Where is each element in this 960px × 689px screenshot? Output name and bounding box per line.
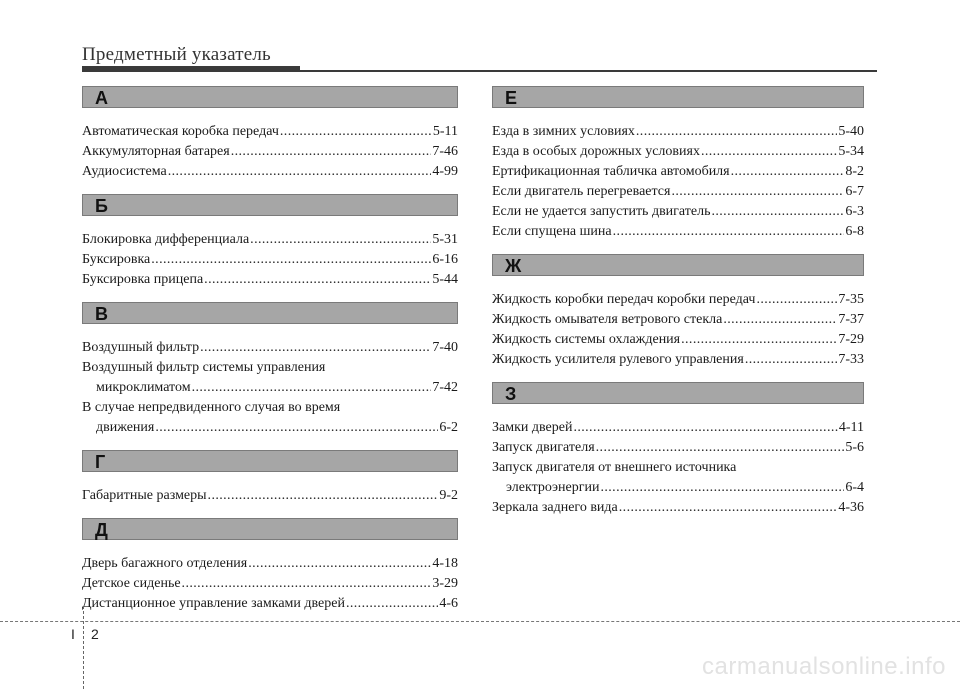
letter-header [492, 254, 864, 276]
dot-leader [701, 142, 837, 162]
entry-text: Жидкость коробки передач коробки передач [492, 292, 756, 307]
entry-page-ref: 7-33 [838, 352, 864, 367]
section-gap [492, 242, 864, 254]
dot-leader [204, 270, 431, 290]
dot-leader [573, 418, 837, 438]
entry-text: Жидкость системы охлаждения [492, 332, 681, 347]
index-entry [492, 438, 864, 458]
entry-page-ref: 5-34 [838, 144, 864, 159]
entry-text: Если не удается запустить двигатель [492, 204, 711, 219]
index-entry [82, 378, 458, 398]
dot-leader [155, 418, 438, 438]
letter-label: А [95, 88, 108, 108]
entry-page-ref: 7-29 [838, 332, 864, 347]
index-entry [82, 398, 458, 418]
entry-text: электроэнергии [506, 480, 600, 495]
letter-header [82, 194, 458, 216]
entry-text: Замки дверей [492, 420, 573, 435]
section-gap [82, 506, 458, 518]
dot-leader [723, 310, 837, 330]
entry-page-ref: 5-40 [838, 124, 864, 139]
index-entry [492, 498, 864, 518]
index-entry [492, 162, 864, 182]
entry-page-ref: 4-36 [838, 500, 864, 515]
entry-page-ref: 6-8 [845, 224, 864, 239]
index-entry [492, 478, 864, 498]
index-entry [82, 122, 458, 142]
dot-leader [192, 378, 432, 398]
entry-text: микроклиматом [96, 380, 191, 395]
entry-page-ref: 4-11 [838, 420, 864, 435]
footer-divider-horizontal [0, 621, 960, 622]
dot-leader [613, 222, 845, 242]
entry-page-ref: 6-2 [439, 420, 458, 435]
entry-text: Аккумуляторная батарея [82, 144, 230, 159]
entry-page-ref: 6-16 [432, 252, 458, 267]
letter-label: Е [505, 88, 518, 108]
entry-text: Ертификационная табличка автомобиля [492, 164, 730, 179]
index-entry [82, 338, 458, 358]
section-gap [492, 370, 864, 382]
dot-leader [756, 290, 837, 310]
letter-header [82, 86, 458, 108]
entry-text: Габаритные размеры [82, 488, 207, 503]
index-entry [492, 122, 864, 142]
letter-label: В [95, 304, 108, 324]
dot-leader [182, 574, 432, 594]
dot-leader [200, 338, 431, 358]
section-gap [82, 438, 458, 450]
index-entry [492, 458, 864, 478]
entry-page-ref: 5-44 [432, 272, 458, 287]
entry-page-ref: 7-46 [432, 144, 458, 159]
dot-leader [168, 162, 432, 182]
dot-leader [731, 162, 845, 182]
index-entry [492, 330, 864, 350]
entry-text: Воздушный фильтр системы управления [82, 360, 326, 375]
entry-text: Аудиосистема [82, 164, 167, 179]
dot-leader [596, 438, 845, 458]
dot-leader [231, 142, 432, 162]
entry-page-ref: 7-35 [838, 292, 864, 307]
watermark: carmanualsonline.info [702, 653, 946, 680]
index-entry [82, 270, 458, 290]
index-entry [82, 554, 458, 574]
index-entry [82, 594, 458, 614]
dot-leader [671, 182, 844, 202]
entry-text: Буксировка прицепа [82, 272, 204, 287]
entry-page-ref: 3-29 [432, 576, 458, 591]
index-entry [492, 142, 864, 162]
entry-text: Воздушный фильтр [82, 340, 200, 355]
letter-label: Б [95, 196, 108, 216]
letter-header [82, 518, 458, 540]
entry-text: Зеркала заднего вида [492, 500, 618, 515]
entry-text: движения [96, 420, 155, 435]
index-entry [492, 418, 864, 438]
index-column-right [492, 86, 864, 518]
entry-page-ref: 4-6 [439, 596, 458, 611]
index-entry [82, 162, 458, 182]
index-entry [82, 230, 458, 250]
entry-page-ref: 5-11 [432, 124, 458, 139]
entry-text: Жидкость омывателя ветрового стекла [492, 312, 723, 327]
entry-page-ref: 5-6 [845, 440, 864, 455]
header-rule-thick [82, 66, 300, 72]
entry-text: Если двигатель перегревается [492, 184, 671, 199]
index-entry [82, 574, 458, 594]
header-rule-thin [300, 70, 877, 72]
index-entry [82, 142, 458, 162]
index-entry [492, 290, 864, 310]
entry-text: Автоматическая коробка передач [82, 124, 279, 139]
entry-text: Буксировка [82, 252, 151, 267]
dot-leader [600, 478, 844, 498]
dot-leader [280, 122, 432, 142]
index-entry [492, 222, 864, 242]
dot-leader [681, 330, 837, 350]
entry-page-ref: 5-31 [432, 232, 458, 247]
dot-leader [250, 230, 431, 250]
dot-leader [346, 594, 438, 614]
entry-text: Детское сиденье [82, 576, 181, 591]
entry-page-ref: 7-42 [432, 380, 458, 395]
entry-page-ref: 6-3 [845, 204, 864, 219]
entry-text: Езда в особых дорожных условиях [492, 144, 700, 159]
entry-text: Запуск двигателя от внешнего источника [492, 460, 737, 475]
chapter-number: I [71, 626, 75, 642]
letter-header [492, 382, 864, 404]
entry-text: Блокировка дифференциала [82, 232, 250, 247]
index-column-left [82, 86, 458, 614]
page-title: Предметный указатель [82, 44, 271, 65]
page-number: 2 [91, 626, 99, 642]
dot-leader [636, 122, 837, 142]
letter-label: Ж [505, 256, 522, 276]
entry-page-ref: 9-2 [439, 488, 458, 503]
index-entry [82, 418, 458, 438]
letter-header [82, 302, 458, 324]
footer-divider-vertical [83, 606, 84, 689]
entry-page-ref: 7-40 [432, 340, 458, 355]
dot-leader [745, 350, 838, 370]
index-entry [82, 486, 458, 506]
entry-text: Жидкость усилителя рулевого управления [492, 352, 744, 367]
letter-label: Г [95, 452, 106, 472]
entry-text: Дистанционное управление замками дверей [82, 596, 345, 611]
index-entry [492, 202, 864, 222]
index-entry [82, 250, 458, 270]
entry-page-ref: 8-2 [845, 164, 864, 179]
index-entry [82, 358, 458, 378]
letter-header [492, 86, 864, 108]
entry-text: Запуск двигателя [492, 440, 595, 455]
dot-leader [619, 498, 838, 518]
entry-page-ref: 7-37 [838, 312, 864, 327]
index-entry [492, 310, 864, 330]
entry-text: Езда в зимних условиях [492, 124, 635, 139]
entry-text: В случае непредвиденного случая во время [82, 400, 341, 415]
index-entry [492, 182, 864, 202]
letter-label: З [505, 384, 517, 404]
letter-header [82, 450, 458, 472]
section-gap [82, 182, 458, 194]
dot-leader [151, 250, 431, 270]
entry-text: Если спущена шина [492, 224, 612, 239]
entry-page-ref: 4-99 [432, 164, 458, 179]
index-entry [492, 350, 864, 370]
dot-leader [208, 486, 439, 506]
entry-page-ref: 6-7 [845, 184, 864, 199]
entry-page-ref: 6-4 [845, 480, 864, 495]
entry-page-ref: 4-18 [432, 556, 458, 571]
entry-text: Дверь багажного отделения [82, 556, 248, 571]
dot-leader [711, 202, 844, 222]
letter-label: Д [95, 520, 108, 540]
dot-leader [248, 554, 431, 574]
section-gap [82, 290, 458, 302]
